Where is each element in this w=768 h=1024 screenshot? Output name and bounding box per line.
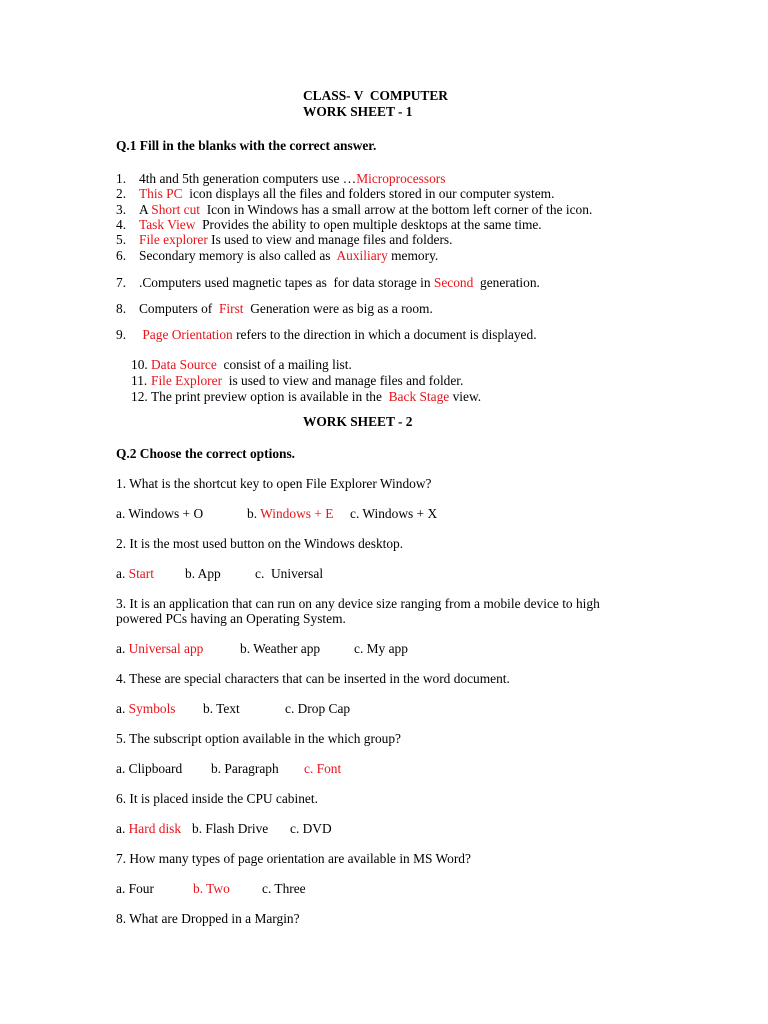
q2-question: 8. What are Dropped in a Margin?: [116, 911, 300, 926]
q2-option-text: DVD: [302, 821, 332, 836]
q2-option: [262, 881, 306, 896]
q2-option-letter: a.: [116, 881, 129, 896]
q2-option-text: Windows + O: [128, 506, 204, 521]
q2-option-text: My app: [366, 641, 408, 656]
q2-option-text: Universal: [271, 566, 324, 581]
q1-item-text: Icon in Windows has a small arrow at the bottom left corner of the icon.: [200, 202, 593, 217]
q2-option-text: Weather app: [253, 641, 321, 656]
q2-option-letter: b.: [203, 701, 217, 716]
q1-item-number: 1.: [116, 171, 127, 186]
q2-option-text: Flash Drive: [205, 821, 269, 836]
q1-item-number: 6.: [116, 248, 127, 263]
q1-item-number: 12.: [131, 389, 148, 404]
q1-item-answer: Task View: [139, 217, 196, 232]
worksheet-title: CLASS- V COMPUTER: [303, 88, 448, 103]
q1-item-number: 9.: [116, 327, 127, 342]
q2-option-correct: [247, 506, 333, 521]
q1-item: [116, 275, 540, 290]
q1-item: [131, 389, 481, 404]
q1-item: [116, 186, 554, 201]
q2-option: [116, 881, 154, 896]
q2-heading: Q.2 Choose the correct options.: [116, 446, 296, 461]
q2-option-correct: [116, 641, 203, 656]
q2-option-text: Drop Cap: [297, 701, 351, 716]
q1-item-answer: File explorer: [139, 232, 208, 247]
q2-option: [350, 506, 437, 521]
q2-option-text: Hard disk: [128, 821, 182, 836]
q2-option: [240, 641, 320, 656]
q2-option: [116, 761, 182, 776]
q1-item-text: Secondary memory is also called as: [139, 248, 337, 263]
q2-question-continued: powered PCs having an Operating System.: [116, 611, 346, 626]
q2-option: [211, 761, 279, 776]
q2-option-text: Start: [128, 566, 154, 581]
q1-item: [116, 171, 445, 186]
q2-option-letter: c.: [285, 701, 298, 716]
q2-option-text: Three: [274, 881, 306, 896]
q2-option-letter: c.: [350, 506, 363, 521]
q1-item: [116, 202, 592, 217]
q2-option-text: Two: [206, 881, 230, 896]
q2-question: 4. These are special characters that can be inserted in the word document.: [116, 671, 510, 686]
q1-item-text: generation.: [473, 275, 540, 290]
q1-item: [116, 327, 537, 342]
q2-option-letter: a.: [116, 761, 129, 776]
q2-option: [192, 821, 268, 836]
q2-option-correct: [304, 761, 341, 776]
q1-item: [116, 248, 438, 263]
q2-option-letter: c.: [262, 881, 275, 896]
q1-item-text: Generation were as big as a room.: [243, 301, 433, 316]
q1-item-answer: Second: [433, 275, 474, 290]
q1-item: [116, 301, 433, 316]
q1-item-text: 4th and 5th generation computers use …: [139, 171, 357, 186]
q1-item-number: 4.: [116, 217, 127, 232]
q2-question: 5. The subscript option available in the which group?: [116, 731, 401, 746]
q2-option-letter: b.: [192, 821, 206, 836]
q2-option: [255, 566, 323, 581]
q2-option-text: App: [197, 566, 221, 581]
q1-item-text: icon displays all the files and folders stored in our computer system.: [182, 186, 555, 201]
q1-item: [131, 357, 352, 372]
q1-item-answer: Back Stage: [388, 389, 450, 404]
q1-item-text: A: [139, 202, 152, 217]
q1-item-number: 11.: [131, 373, 148, 388]
q1-item-text: Provides the ability to open multiple desktops at the same time.: [195, 217, 542, 232]
q2-option: [203, 701, 240, 716]
q1-item-number: 5.: [116, 232, 127, 247]
q2-option-text: Text: [216, 701, 240, 716]
q2-option-letter: a.: [116, 506, 129, 521]
q2-option-correct: [116, 566, 154, 581]
q2-option-letter: b.: [247, 506, 261, 521]
q2-option-text: Windows + X: [362, 506, 438, 521]
q2-option-letter: b.: [211, 761, 225, 776]
q1-item-answer: Auxiliary: [336, 248, 388, 263]
q1-item-number: 2.: [116, 186, 127, 201]
q2-option-letter: b.: [240, 641, 254, 656]
q2-question: 3. It is an application that can run on any device size ranging from a mobile device to high: [116, 596, 600, 611]
q2-option-text: Four: [128, 881, 154, 896]
q2-option-correct: [116, 821, 181, 836]
q1-item: [116, 217, 542, 232]
q2-option-letter: c.: [290, 821, 303, 836]
q2-option-text: Windows + E: [260, 506, 334, 521]
q1-item-answer: Microprocessors: [356, 171, 446, 186]
q1-item-number: 3.: [116, 202, 127, 217]
q1-item-text: is used to view and manage files and folder.: [222, 373, 464, 388]
q2-option-letter: b.: [193, 881, 207, 896]
q2-option: [116, 506, 203, 521]
q1-item-answer: Page Orientation: [142, 327, 233, 342]
q1-item-text: Computers of: [139, 301, 219, 316]
worksheet-1-heading: WORK SHEET - 1: [303, 104, 413, 119]
q2-option-letter: c.: [354, 641, 367, 656]
q1-item-answer: File Explorer: [151, 373, 223, 388]
q2-option-letter: c.: [255, 566, 271, 581]
q2-option-text: Paragraph: [224, 761, 279, 776]
q2-option-letter: a.: [116, 641, 129, 656]
q2-option: [290, 821, 332, 836]
q2-option: [285, 701, 350, 716]
q1-item-text: consist of a mailing list.: [216, 357, 352, 372]
q1-item-answer: Short cut: [151, 202, 201, 217]
q2-question: 7. How many types of page orientation are available in MS Word?: [116, 851, 471, 866]
q1-item-text: .Computers used magnetic tapes as for data storage in: [139, 275, 434, 290]
q2-option: [185, 566, 221, 581]
q2-question: 6. It is placed inside the CPU cabinet.: [116, 791, 318, 806]
q1-item: [116, 232, 452, 247]
q1-item-text: view.: [449, 389, 482, 404]
q2-option: [354, 641, 408, 656]
q1-item-text: refers to the direction in which a document is displayed.: [232, 327, 537, 342]
q2-question: 2. It is the most used button on the Windows desktop.: [116, 536, 404, 551]
q2-option-letter: a.: [116, 821, 129, 836]
q1-item-number: 7.: [116, 275, 127, 290]
q2-option-correct: [193, 881, 230, 896]
q2-option-text: Font: [316, 761, 342, 776]
q2-option-text: Universal app: [128, 641, 204, 656]
q2-question: 1. What is the shortcut key to open File Explorer Window?: [116, 476, 432, 491]
q2-option-letter: b.: [185, 566, 198, 581]
q2-option-text: Symbols: [128, 701, 176, 716]
q2-option-correct: [116, 701, 176, 716]
q2-option-letter: a.: [116, 566, 129, 581]
worksheet-2-heading: WORK SHEET - 2: [303, 414, 413, 429]
q1-item-answer: This PC: [139, 186, 183, 201]
q1-item-text: memory.: [387, 248, 439, 263]
q1-item-number: 10.: [131, 357, 148, 372]
q1-item-text: Is used to view and manage files and folders.: [207, 232, 453, 247]
q1-item-text: The print preview option is available in the: [151, 389, 389, 404]
q2-option-letter: a.: [116, 701, 129, 716]
q1-item-answer: First: [218, 301, 244, 316]
q1-item-number: 8.: [116, 301, 127, 316]
q1-item: [131, 373, 463, 388]
q1-item-answer: Data Source: [151, 357, 217, 372]
q1-heading: Q.1 Fill in the blanks with the correct answer.: [116, 138, 377, 153]
q2-option-letter: c.: [304, 761, 317, 776]
q2-option-text: Clipboard: [128, 761, 183, 776]
